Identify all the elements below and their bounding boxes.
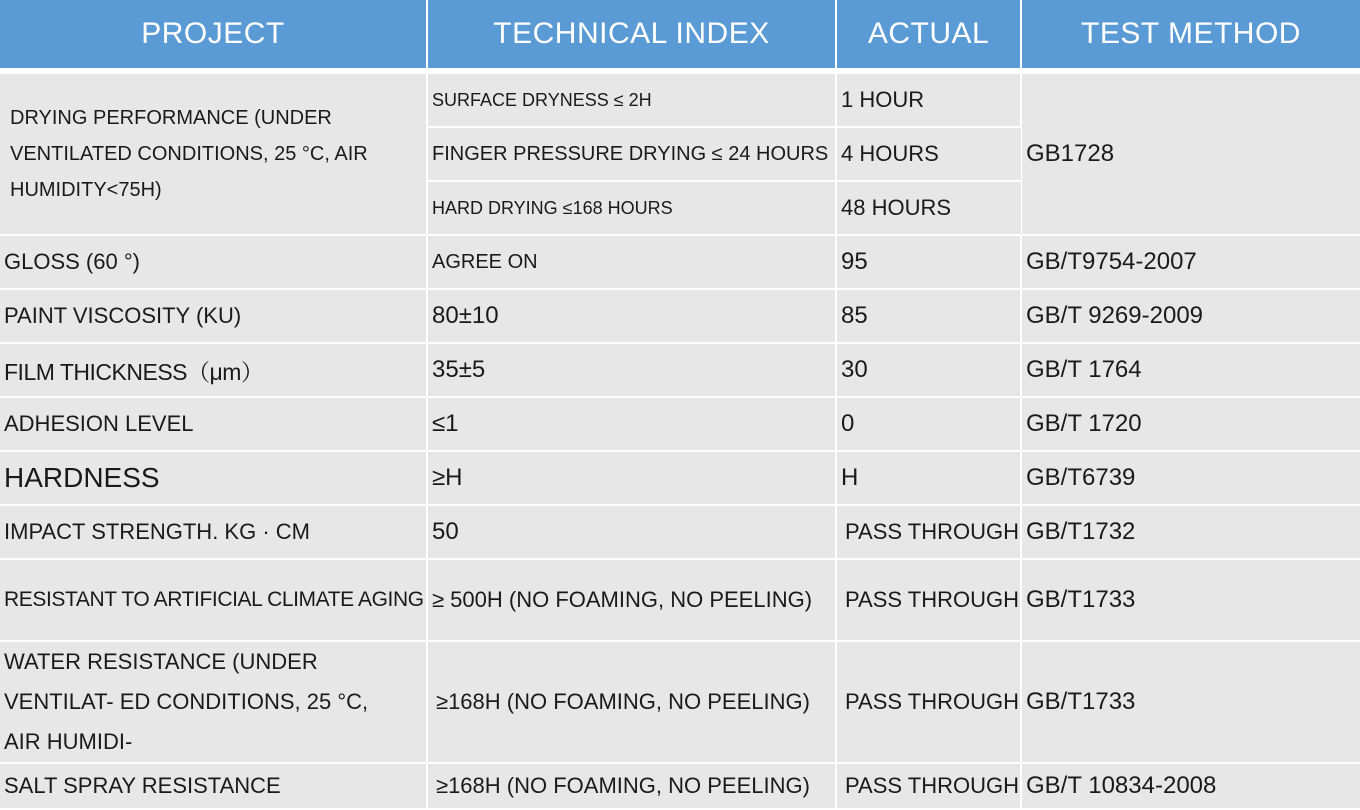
drying-test-method: GB1728 — [1021, 71, 1360, 235]
water-actual: PASS THROUGH — [836, 641, 1021, 763]
viscosity-index: 80±10 — [427, 289, 836, 343]
impact-method: GB/T1732 — [1021, 505, 1360, 559]
header-row — [0, 0, 1360, 71]
gloss-actual: 95 — [836, 235, 1021, 289]
adhesion-index: ≤1 — [427, 397, 836, 451]
header-actual: ACTUAL — [836, 0, 1021, 71]
table-row — [0, 559, 1360, 641]
table-row — [0, 235, 1360, 289]
film-actual: 30 — [836, 343, 1021, 397]
table-row — [0, 71, 1360, 127]
header-technical-index: TECHNICAL INDEX — [427, 0, 836, 71]
table-row — [0, 451, 1360, 505]
viscosity-project: PAINT VISCOSITY (KU) — [0, 289, 427, 343]
hardness-method: GB/T6739 — [1021, 451, 1360, 505]
table-row — [0, 397, 1360, 451]
film-method: GB/T 1764 — [1021, 343, 1360, 397]
table-row — [0, 289, 1360, 343]
salt-index: ≥168H (NO FOAMING, NO PEELING) — [427, 763, 836, 809]
hardness-project: HARDNESS — [0, 451, 427, 505]
adhesion-actual: 0 — [836, 397, 1021, 451]
adhesion-project: ADHESION LEVEL — [0, 397, 427, 451]
table-row — [0, 505, 1360, 559]
header-project: PROJECT — [0, 0, 427, 71]
table-row — [0, 763, 1360, 809]
drying-index-finger: FINGER PRESSURE DRYING ≤ 24 HOURS — [427, 127, 836, 181]
drying-actual-finger: 4 HOURS — [836, 127, 1021, 181]
gloss-method: GB/T9754-2007 — [1021, 235, 1360, 289]
drying-index-hard: HARD DRYING ≤168 HOURS — [427, 181, 836, 235]
impact-index: 50 — [427, 505, 836, 559]
water-project: WATER RESISTANCE (UNDER VENTILAT- ED CONDITIONS, 25 °C, AIR HUMIDI- — [0, 641, 427, 763]
gloss-index: AGREE ON — [427, 235, 836, 289]
drying-actual-surface: 1 HOUR — [836, 71, 1021, 127]
water-index: ≥168H (NO FOAMING, NO PEELING) — [427, 641, 836, 763]
hardness-actual: H — [836, 451, 1021, 505]
salt-method: GB/T 10834-2008 — [1021, 763, 1360, 809]
film-project: FILM THICKNESS（μm） — [0, 343, 427, 397]
header-test-method: TEST METHOD — [1021, 0, 1360, 71]
drying-actual-hard: 48 HOURS — [836, 181, 1021, 235]
viscosity-method: GB/T 9269-2009 — [1021, 289, 1360, 343]
aging-project: RESISTANT TO ARTIFICIAL CLIMATE AGING — [0, 559, 427, 641]
viscosity-actual: 85 — [836, 289, 1021, 343]
drying-project: DRYING PERFORMANCE (UNDER VENTILATED CONDITIONS, 25 °C, AIR HUMIDITY<75H) — [0, 71, 427, 235]
salt-actual: PASS THROUGH — [836, 763, 1021, 809]
table-row — [0, 343, 1360, 397]
gloss-project: GLOSS (60 °) — [0, 235, 427, 289]
impact-actual: PASS THROUGH — [836, 505, 1021, 559]
table-row — [0, 641, 1360, 763]
aging-method: GB/T1733 — [1021, 559, 1360, 641]
adhesion-method: GB/T 1720 — [1021, 397, 1360, 451]
drying-index-surface: SURFACE DRYNESS ≤ 2H — [427, 71, 836, 127]
hardness-index: ≥H — [427, 451, 836, 505]
aging-index: ≥ 500H (NO FOAMING, NO PEELING) — [427, 559, 836, 641]
impact-project: IMPACT STRENGTH. KG · CM — [0, 505, 427, 559]
aging-actual: PASS THROUGH — [836, 559, 1021, 641]
water-method: GB/T1733 — [1021, 641, 1360, 763]
film-index: 35±5 — [427, 343, 836, 397]
salt-project: SALT SPRAY RESISTANCE — [0, 763, 427, 809]
